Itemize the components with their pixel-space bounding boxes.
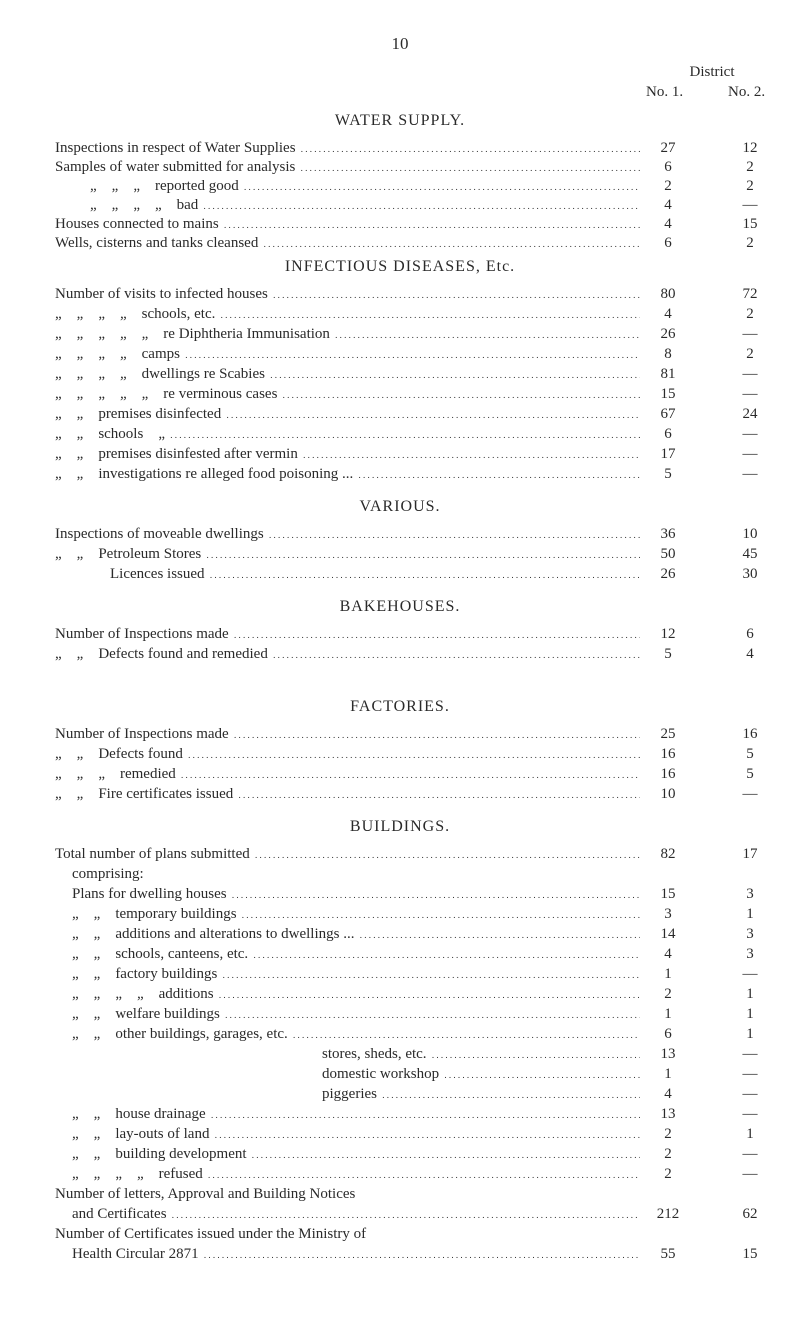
value-district-2: 1 xyxy=(746,1006,754,1022)
row-label xyxy=(55,424,640,445)
value-district-2: — xyxy=(742,426,758,442)
value-district-1: 25 xyxy=(660,726,676,742)
row-label-text: „ „ „ „ „ re verminous cases xyxy=(55,386,280,402)
value-district-2: — xyxy=(742,386,758,402)
value-district-1: 80 xyxy=(660,286,676,302)
value-district-2: — xyxy=(742,1046,758,1062)
value-district-2: — xyxy=(742,1106,758,1122)
row-label-text: and Certificates xyxy=(72,1206,170,1222)
value-district-1: 36 xyxy=(660,526,676,542)
value-district-1: 5 xyxy=(664,646,672,662)
table-row xyxy=(0,195,800,215)
row-label xyxy=(55,784,640,805)
row-label xyxy=(322,1064,640,1085)
row-label xyxy=(72,1244,640,1265)
table-row xyxy=(0,1104,800,1124)
row-label-text: stores, sheds, etc. xyxy=(322,1046,430,1062)
table-row xyxy=(0,1024,800,1044)
row-label-text: „ „ temporary buildings xyxy=(72,906,240,922)
table-row xyxy=(0,464,800,484)
row-label xyxy=(55,304,640,325)
value-district-1: 67 xyxy=(660,406,676,422)
value-district-2: 15 xyxy=(742,216,758,232)
row-label-text: „ „ lay-outs of land xyxy=(72,1126,212,1142)
table-row xyxy=(0,284,800,304)
table-row xyxy=(0,844,800,864)
value-district-1: 55 xyxy=(660,1246,676,1262)
row-label-text: „ „ schools, canteens, etc. xyxy=(72,946,251,962)
row-label-text: „ „ other buildings, garages, etc. xyxy=(72,1026,291,1042)
row-label-text: Number of Inspections made xyxy=(55,626,232,642)
value-district-1: 4 xyxy=(664,197,672,213)
row-label xyxy=(55,138,640,159)
value-district-1: 82 xyxy=(660,846,676,862)
value-district-1: 16 xyxy=(660,746,676,762)
row-label-text: „ „ „ reported good xyxy=(90,178,242,194)
table-row xyxy=(0,984,800,1004)
value-district-1: 50 xyxy=(660,546,676,562)
row-label xyxy=(72,1164,640,1185)
value-district-1: 26 xyxy=(660,326,676,342)
value-district-2: — xyxy=(742,1166,758,1182)
value-district-1: 6 xyxy=(664,159,672,175)
row-label-text: Number of letters, Approval and Building Notices xyxy=(55,1186,358,1202)
value-district-2: — xyxy=(742,466,758,482)
row-label xyxy=(322,1084,640,1105)
row-label-text: „ „ investigations re alleged food poisoning ... xyxy=(55,466,356,482)
row-label-text: Total number of plans submitted xyxy=(55,846,253,862)
row-label xyxy=(55,844,640,865)
value-district-2: 72 xyxy=(742,286,758,302)
value-district-2: 30 xyxy=(742,566,758,582)
column-heading-no1: No. 1. xyxy=(646,84,684,100)
row-label xyxy=(55,744,640,765)
value-district-2: 24 xyxy=(742,406,758,422)
row-label-text: Number of visits to infected houses xyxy=(55,286,271,302)
table-row xyxy=(0,404,800,424)
value-district-1: 4 xyxy=(664,946,672,962)
table-row xyxy=(0,304,800,324)
row-label-text: Health Circular 2871 xyxy=(72,1246,202,1262)
table-row xyxy=(0,784,800,804)
table-row xyxy=(0,644,800,664)
value-district-2: — xyxy=(742,326,758,342)
value-district-2: 2 xyxy=(746,306,754,322)
table-row xyxy=(0,1044,800,1064)
value-district-1: 8 xyxy=(664,346,672,362)
row-label xyxy=(55,324,640,345)
table-row xyxy=(0,524,800,544)
value-district-2: — xyxy=(742,1086,758,1102)
row-label xyxy=(55,724,640,745)
value-district-1: 6 xyxy=(664,426,672,442)
value-district-1: 13 xyxy=(660,1106,676,1122)
row-label xyxy=(55,1184,358,1204)
row-label xyxy=(55,214,640,235)
row-label-text: Number of Certificates issued under the Ministry of xyxy=(55,1226,369,1242)
section-title: BUILDINGS. xyxy=(349,818,451,835)
table-row xyxy=(0,624,800,644)
row-label xyxy=(72,984,640,1005)
value-district-1: 2 xyxy=(664,1126,672,1142)
value-district-2: — xyxy=(742,1066,758,1082)
table-row xyxy=(0,924,800,944)
value-district-1: 26 xyxy=(660,566,676,582)
section-title: BAKEHOUSES. xyxy=(339,598,461,615)
value-district-1: 81 xyxy=(660,366,676,382)
column-heading-no2: No. 2. xyxy=(728,84,766,100)
district-heading: District xyxy=(689,64,735,80)
row-label xyxy=(322,1044,640,1065)
value-district-2: 1 xyxy=(746,1026,754,1042)
table-row xyxy=(0,1204,800,1224)
value-district-1: 4 xyxy=(664,306,672,322)
row-label xyxy=(55,524,640,545)
value-district-1: 2 xyxy=(664,1166,672,1182)
row-label-text: „ „ „ „ additions xyxy=(72,986,217,1002)
row-label-text: „ „ „ „ dwellings re Scabies xyxy=(55,366,268,382)
value-district-2: 3 xyxy=(746,926,754,942)
table-row xyxy=(0,1244,800,1264)
row-label-text: „ „ „ „ „ re Diphtheria Immunisation xyxy=(55,326,333,342)
value-district-1: 12 xyxy=(660,626,676,642)
row-label xyxy=(90,195,640,216)
row-label-text: Inspections in respect of Water Supplies xyxy=(55,140,299,156)
row-label xyxy=(90,176,640,197)
row-label-text: „ „ „ „ camps xyxy=(55,346,183,362)
row-label-text: „ „ building development xyxy=(72,1146,250,1162)
row-label-text: „ „ „ „ refused xyxy=(72,1166,206,1182)
row-label xyxy=(55,644,640,665)
row-label xyxy=(55,233,640,254)
value-district-2: 2 xyxy=(746,178,754,194)
value-district-1: 6 xyxy=(664,1026,672,1042)
value-district-2: 17 xyxy=(742,846,758,862)
table-row xyxy=(0,1064,800,1084)
table-row xyxy=(0,1124,800,1144)
row-label xyxy=(72,884,640,905)
row-label-text: Number of Inspections made xyxy=(55,726,232,742)
row-label-text: Wells, cisterns and tanks cleansed xyxy=(55,235,261,251)
row-label xyxy=(55,364,640,385)
value-district-2: 12 xyxy=(742,140,758,156)
row-label xyxy=(72,1104,640,1125)
row-label xyxy=(55,284,640,305)
row-label xyxy=(72,1024,640,1045)
row-label-text: „ „ Defects found xyxy=(55,746,186,762)
row-label-text: Licences issued xyxy=(110,566,208,582)
table-row xyxy=(0,1084,800,1104)
table-row xyxy=(0,233,800,253)
row-label-text: Samples of water submitted for analysis xyxy=(55,159,298,175)
value-district-1: 15 xyxy=(660,886,676,902)
value-district-1: 1 xyxy=(664,1006,672,1022)
row-label xyxy=(72,964,640,985)
row-label xyxy=(55,1224,369,1244)
section-title: VARIOUS. xyxy=(359,498,441,515)
value-district-1: 27 xyxy=(660,140,676,156)
row-label-text: „ „ additions and alterations to dwellings ... xyxy=(72,926,357,942)
table-row xyxy=(0,964,800,984)
value-district-1: 2 xyxy=(664,1146,672,1162)
value-district-2: 5 xyxy=(746,746,754,762)
value-district-1: 6 xyxy=(664,235,672,251)
value-district-1: 10 xyxy=(660,786,676,802)
row-label-text: „ „ factory buildings xyxy=(72,966,220,982)
row-label xyxy=(55,344,640,365)
value-district-2: 2 xyxy=(746,346,754,362)
value-district-2: 16 xyxy=(742,726,758,742)
row-label xyxy=(55,624,640,645)
value-district-1: 13 xyxy=(660,1046,676,1062)
value-district-2: 62 xyxy=(742,1206,758,1222)
row-label-text: „ „ schools „ xyxy=(55,426,168,442)
table-row xyxy=(0,744,800,764)
value-district-1: 1 xyxy=(664,1066,672,1082)
row-label xyxy=(72,1004,640,1025)
page-number: 10 xyxy=(391,34,409,53)
value-district-2: 6 xyxy=(746,626,754,642)
row-label xyxy=(55,764,640,785)
table-row xyxy=(0,344,800,364)
value-district-2: 1 xyxy=(746,906,754,922)
value-district-2: 3 xyxy=(746,946,754,962)
value-district-1: 14 xyxy=(660,926,676,942)
table-row xyxy=(0,424,800,444)
value-district-1: 4 xyxy=(664,1086,672,1102)
section-title: INFECTIOUS DISEASES, Etc. xyxy=(284,258,516,275)
value-district-1: 1 xyxy=(664,966,672,982)
row-label-text: piggeries xyxy=(322,1086,380,1102)
value-district-1: 5 xyxy=(664,466,672,482)
value-district-1: 17 xyxy=(660,446,676,462)
value-district-1: 2 xyxy=(664,986,672,1002)
value-district-2: 1 xyxy=(746,1126,754,1142)
table-row xyxy=(0,544,800,564)
row-label xyxy=(72,1124,640,1145)
row-label xyxy=(72,864,147,884)
row-label xyxy=(72,1204,640,1225)
table-row xyxy=(0,384,800,404)
table-row xyxy=(0,724,800,744)
table-row xyxy=(0,364,800,384)
value-district-2: — xyxy=(742,366,758,382)
value-district-2: 5 xyxy=(746,766,754,782)
value-district-2: — xyxy=(742,966,758,982)
row-label-text: Plans for dwelling houses xyxy=(72,886,230,902)
row-label-text: „ „ premises disinfected xyxy=(55,406,224,422)
row-label-text: „ „ „ „ schools, etc. xyxy=(55,306,218,322)
table-row xyxy=(0,444,800,464)
row-label-text: „ „ premises disinfested after vermin xyxy=(55,446,301,462)
value-district-1: 212 xyxy=(656,1206,680,1222)
value-district-2: 10 xyxy=(742,526,758,542)
row-label xyxy=(72,924,640,945)
row-label-text: „ „ „ remedied xyxy=(55,766,179,782)
row-label-text: „ „ „ „ bad xyxy=(90,197,201,213)
section-title: WATER SUPPLY. xyxy=(334,112,466,129)
value-district-2: — xyxy=(742,197,758,213)
row-label xyxy=(72,1144,640,1165)
table-row xyxy=(0,214,800,234)
row-label xyxy=(55,157,640,178)
table-row xyxy=(0,1004,800,1024)
value-district-2: 45 xyxy=(742,546,758,562)
value-district-2: — xyxy=(742,1146,758,1162)
value-district-2: — xyxy=(742,446,758,462)
value-district-2: 15 xyxy=(742,1246,758,1262)
row-label xyxy=(72,944,640,965)
value-district-2: 1 xyxy=(746,986,754,1002)
value-district-2: 3 xyxy=(746,886,754,902)
table-row xyxy=(0,157,800,177)
row-label-text: comprising: xyxy=(72,866,147,882)
table-row xyxy=(0,884,800,904)
value-district-1: 4 xyxy=(664,216,672,232)
row-label-text: „ „ Petroleum Stores xyxy=(55,546,204,562)
value-district-1: 16 xyxy=(660,766,676,782)
value-district-2: — xyxy=(742,786,758,802)
row-label-text: „ „ welfare buildings xyxy=(72,1006,223,1022)
row-label-text: „ „ Defects found and remedied xyxy=(55,646,271,662)
row-label xyxy=(72,904,640,925)
row-label-text: Inspections of moveable dwellings xyxy=(55,526,267,542)
row-label-text: „ „ house drainage xyxy=(72,1106,209,1122)
table-row xyxy=(0,904,800,924)
table-row xyxy=(0,1184,800,1204)
row-label xyxy=(55,384,640,405)
row-label xyxy=(55,444,640,465)
table-row xyxy=(0,138,800,158)
table-row xyxy=(0,944,800,964)
value-district-2: 2 xyxy=(746,235,754,251)
section-title: FACTORIES. xyxy=(350,698,450,715)
row-label-text: domestic workshop xyxy=(322,1066,442,1082)
table-row xyxy=(0,324,800,344)
value-district-1: 15 xyxy=(660,386,676,402)
table-row xyxy=(0,564,800,584)
row-label xyxy=(110,564,640,585)
row-label xyxy=(55,544,640,565)
value-district-2: 2 xyxy=(746,159,754,175)
table-row xyxy=(0,1224,800,1244)
row-label-text: Houses connected to mains xyxy=(55,216,222,232)
value-district-1: 3 xyxy=(664,906,672,922)
table-row xyxy=(0,1164,800,1184)
value-district-2: 4 xyxy=(746,646,754,662)
table-row xyxy=(0,176,800,196)
row-label xyxy=(55,404,640,425)
row-label-text: „ „ Fire certificates issued xyxy=(55,786,236,802)
table-row xyxy=(0,764,800,784)
row-label xyxy=(55,464,640,485)
table-row xyxy=(0,864,800,884)
value-district-1: 2 xyxy=(664,178,672,194)
table-row xyxy=(0,1144,800,1164)
